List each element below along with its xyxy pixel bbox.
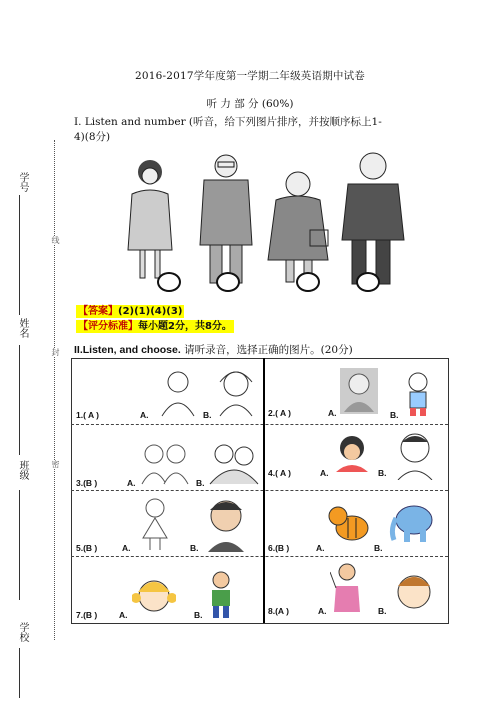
item-5-image-a-girl: [138, 496, 172, 552]
answer-circle-1[interactable]: [157, 272, 181, 292]
question-2-chinese: 请听录音，选择正确的图片。(20分): [180, 344, 353, 356]
item-2-option-a[interactable]: A.: [328, 408, 337, 418]
item-7-image-a-girl: [132, 572, 176, 618]
class-label: 班级: [17, 460, 28, 480]
item-5-number: 5.(B ): [76, 543, 98, 553]
section-title: 听 力 部 分 (60%): [206, 98, 294, 110]
item-3-option-b[interactable]: B.: [196, 478, 205, 488]
grid-column-divider: [263, 358, 265, 623]
answer-label: 【答案】: [78, 306, 118, 317]
item-1-image-b-woman: [214, 366, 258, 418]
name-label: 姓名: [17, 318, 28, 338]
item-4-image-b-boy: [394, 430, 436, 480]
item-7-option-b[interactable]: B.: [194, 610, 203, 620]
item-6-image-b-elephant: [388, 500, 436, 544]
item-8-option-b[interactable]: B.: [378, 606, 387, 616]
item-1-image-a-man: [158, 368, 198, 418]
answer-circle-4[interactable]: [356, 272, 380, 292]
item-4-number: 4.( A ): [268, 468, 291, 478]
school-line: [19, 648, 20, 698]
item-6-image-a-tiger: [326, 500, 372, 546]
item-4-image-a-girl: [330, 432, 370, 472]
class-line: [19, 490, 20, 600]
scoring-standard-label: 【评分标准】: [78, 321, 138, 332]
grid-row-divider-1: [71, 424, 448, 425]
item-8-option-a[interactable]: A.: [318, 606, 327, 616]
name-line: [19, 345, 20, 455]
answer-value: (2)(1)(4)(3): [118, 306, 183, 317]
answer-circle-2[interactable]: [216, 272, 240, 292]
item-4-option-a[interactable]: A.: [320, 468, 329, 478]
item-6-option-b[interactable]: B.: [374, 543, 383, 553]
grid-row-divider-2: [71, 490, 448, 491]
item-1-option-b[interactable]: B.: [203, 410, 212, 420]
item-5-option-b[interactable]: B.: [190, 543, 199, 553]
item-6-number: 6.(B ): [268, 543, 290, 553]
grandfather-figure: [342, 153, 404, 284]
grandmother-figure: [268, 172, 328, 282]
item-1-number: 1.( A ): [76, 410, 99, 420]
question-1-line-2: 4)(8分): [74, 131, 111, 143]
item-3-image-a-grandparents: [140, 440, 190, 486]
student-number-line: [19, 195, 20, 315]
answer-line: [76, 305, 184, 318]
student-number-label: 学号: [17, 172, 28, 192]
man-with-glasses-figure: [200, 155, 252, 283]
scoring-standard-text: 每小题2分，共8分。: [138, 321, 232, 332]
question-1-line-1: I. Listen and number (听音，给下列图片排序，并按顺序标上1-: [74, 116, 382, 128]
seal-char-mi: 密: [51, 460, 60, 468]
grid-row-divider-3: [71, 556, 448, 557]
item-8-image-a-woman: [330, 562, 364, 614]
young-woman-figure: [128, 160, 172, 278]
item-2-image-b-boy: [398, 368, 438, 418]
item-2-number: 2.( A ): [268, 408, 291, 418]
binding-dotted-line: [54, 140, 55, 640]
item-8-image-b-boy: [392, 568, 436, 616]
item-2-image-a-grandmother: [338, 366, 380, 416]
item-3-image-b-family: [208, 440, 260, 486]
seal-char-feng: 封: [51, 348, 60, 356]
question-1-instruction: [74, 115, 444, 145]
item-5-image-b-man: [204, 496, 248, 552]
answer-circle-3[interactable]: [296, 272, 320, 292]
exam-title: 2016-2017学年度第一学期二年级英语期中试卷: [135, 70, 365, 82]
scoring-standard-line: [76, 320, 234, 333]
item-6-option-a[interactable]: A.: [316, 543, 325, 553]
item-3-option-a[interactable]: A.: [127, 478, 136, 488]
item-4-option-b[interactable]: B.: [378, 468, 387, 478]
item-2-option-b[interactable]: B.: [390, 410, 399, 420]
item-7-number: 7.(B ): [76, 610, 98, 620]
item-3-number: 3.(B ): [76, 478, 98, 488]
school-label: 学校: [17, 622, 28, 642]
item-8-number: 8.(A ): [268, 606, 289, 616]
question-2-instruction: [74, 342, 353, 357]
item-7-image-b-boy: [206, 570, 236, 620]
item-7-option-a[interactable]: A.: [119, 610, 128, 620]
item-1-option-a[interactable]: A.: [140, 410, 149, 420]
item-5-option-a[interactable]: A.: [122, 543, 131, 553]
question-2-english: II.Listen, and choose.: [74, 344, 181, 356]
seal-char-xian: 线: [51, 236, 60, 244]
